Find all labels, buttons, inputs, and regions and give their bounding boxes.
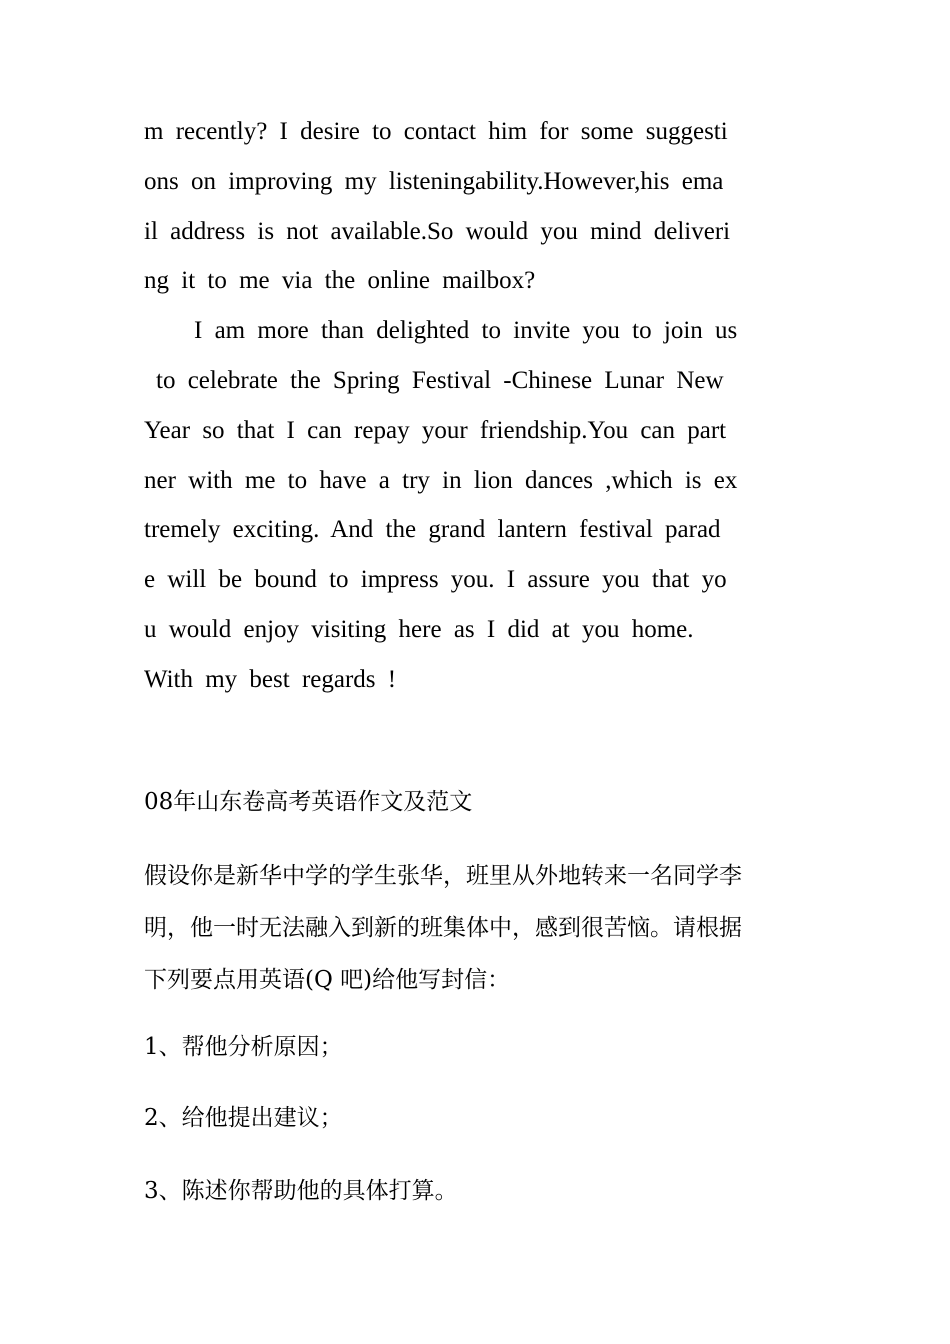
prompt-line: 明，他一时无法融入到新的班集体中，感到很苦恼。请根据 bbox=[144, 915, 742, 941]
prompt-line: 下列要点用英语(Q 吧)给他写封信： bbox=[144, 967, 511, 993]
prompt-line: 假设你是新华中学的学生张华，班里从外地转来一名同学李 bbox=[144, 863, 742, 889]
letter-line: il address is not available.So would you mind deliveri bbox=[144, 217, 731, 245]
task-point-1: 1、帮他分析原因； bbox=[144, 1034, 343, 1060]
letter-line: e will be bound to impress you. I assure you that yo bbox=[144, 566, 727, 594]
letter-line: u would enjoy visiting here as I did at you home. bbox=[144, 615, 694, 643]
task-prompt bbox=[144, 850, 814, 1006]
section-title: 08年山东卷高考英语作文及范文 bbox=[144, 789, 473, 815]
letter-line: tremely exciting. And the grand lantern festival parad bbox=[144, 516, 721, 544]
task-point-2: 2、给他提出建议； bbox=[144, 1105, 343, 1131]
task-point-3: 3、陈述你帮助他的具体打算。 bbox=[144, 1178, 458, 1204]
letter-line: to celebrate the Spring Festival -Chinese Lunar New bbox=[156, 366, 724, 394]
letter-line: ng it to me via the online mailbox? bbox=[144, 267, 536, 295]
letter-paragraph-start: I am more than delighted to invite you to join us bbox=[194, 317, 738, 345]
letter-line: m recently? I desire to contact him for some suggesti bbox=[144, 118, 728, 145]
letter-closing: With my best regards ! bbox=[144, 665, 397, 693]
letter-line: Year so that I can repay your friendship.You can part bbox=[144, 416, 727, 444]
letter-body bbox=[144, 107, 806, 705]
letter-line: ons on improving my listeningability.However,his ema bbox=[144, 167, 724, 195]
letter-line: ner with me to have a try in lion dances ,which is ex bbox=[144, 466, 738, 494]
